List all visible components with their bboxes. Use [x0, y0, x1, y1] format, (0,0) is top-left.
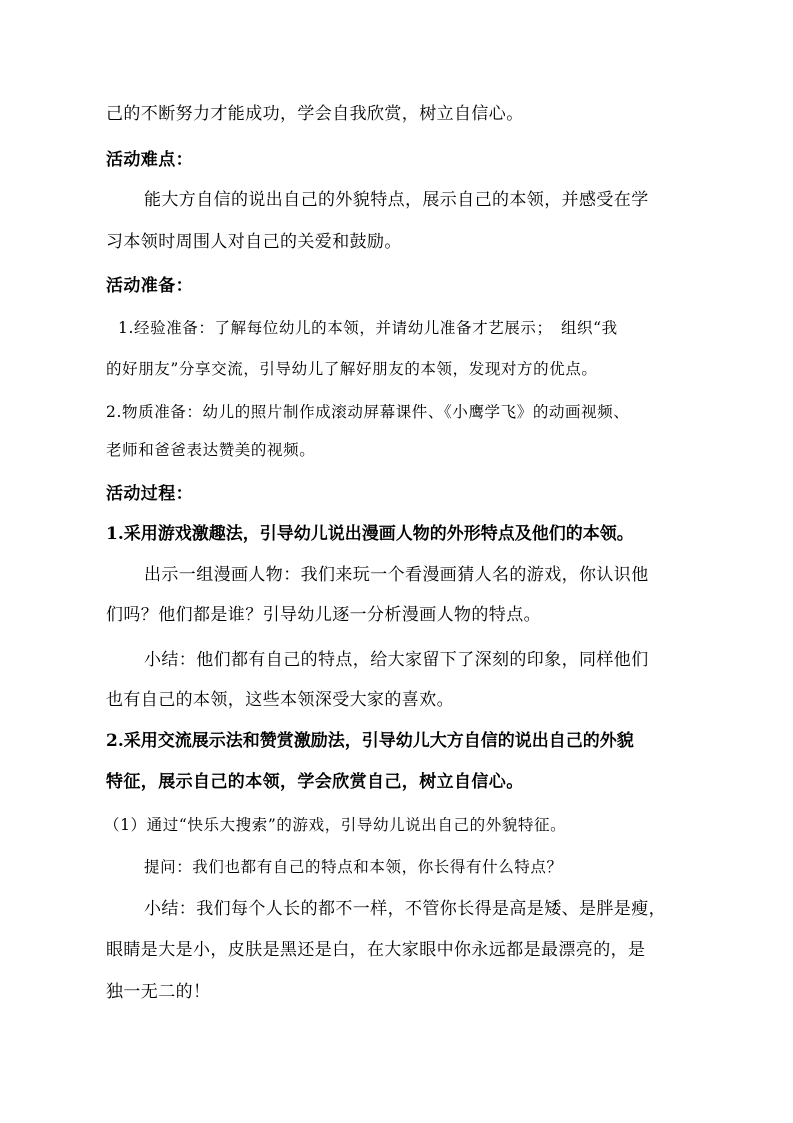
list-item-material-prep: 2.物质准备：幼儿的照片制作成滚动屏幕课件、《小鹰学飞》的动画视频、 — [106, 403, 630, 421]
body-text-line: 小结：他们都有自己的特点，给大家留下了深刻的印象，同样他们 — [144, 650, 649, 670]
body-text-line: 眼睛是大是小，皮肤是黑还是白，在大家眼中你永远都是最漂亮的，是 — [106, 940, 646, 960]
step-heading-1: 1.采用游戏激趣法，引导幼儿说出漫画人物的外形特点及他们的本领。 — [106, 524, 634, 544]
body-text-line: 也有自己的本领，这些本领深受大家的喜欢。 — [106, 690, 454, 710]
step-heading-2-continued: 特征，展示自己的本领，学会欣赏自己，树立自信心。 — [106, 772, 524, 792]
substep-1: （1）通过“快乐大搜索”的游戏，引导幼儿说出自己的外貌特征。 — [104, 816, 567, 834]
body-text-line: 己的不断努力才能成功，学会自我欣赏，树立自信心。 — [106, 104, 524, 124]
body-text-line: 独一无二的！ — [106, 982, 211, 1002]
body-text-line: 们吗？他们都是谁？引导幼儿逐一分析漫画人物的特点。 — [106, 605, 541, 625]
body-text-line: 小结：我们每个人长的都不一样，不管你长得是高是矮、是胖是瘦， — [144, 899, 666, 919]
section-heading-process: 活动过程： — [106, 484, 193, 504]
body-text-line: 能大方自信的说出自己的外貌特点，展示自己的本领，并感受在学 — [144, 190, 649, 210]
body-text-line: 的好朋友”分享交流，引导幼儿了解好朋友的本领，发现对方的优点。 — [106, 360, 598, 378]
list-item-experience-prep: 1.经验准备：了解每位幼儿的本领，并请幼儿准备才艺展示； 组织“我 — [118, 319, 618, 337]
body-text-line: 习本领时周围人对自己的关爱和鼓励。 — [106, 232, 402, 252]
body-text-line: 提问：我们也都有自己的特点和本领，你长得有什么特点？ — [144, 858, 563, 876]
section-heading-preparation: 活动准备： — [106, 276, 193, 296]
body-text-line: 老师和爸爸表达赞美的视频。 — [106, 441, 316, 459]
section-heading-difficulties: 活动难点： — [106, 150, 193, 170]
body-text-line: 出示一组漫画人物：我们来玩一个看漫画猜人名的游戏，你认识他 — [144, 565, 649, 585]
step-heading-2: 2.采用交流展示法和赞赏激励法，引导幼儿大方自信的说出自己的外貌 — [106, 731, 634, 751]
